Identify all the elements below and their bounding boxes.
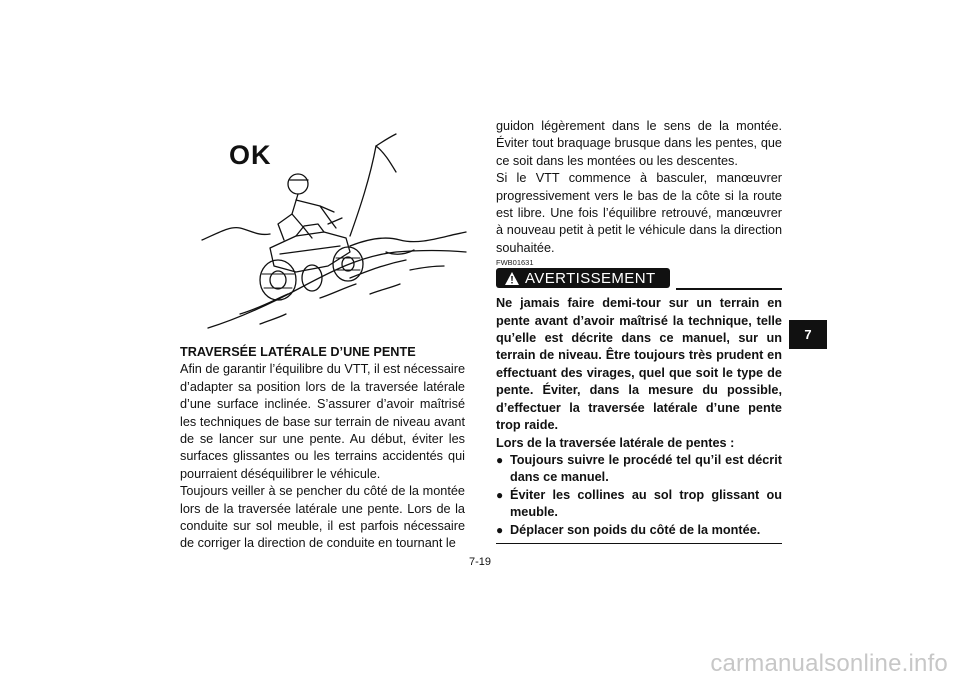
section-heading: TRAVERSÉE LATÉRALE D’UNE PENTE [180,345,416,359]
paragraph-2: Toujours veiller à se pencher du côté de la montée lors de la traversée latérale une pente. Lors de la conduite sur sol meuble, il est parfois nécessaire de corriger la direction de conduite en tournant le [180,484,465,551]
left-column [180,344,465,553]
list-item-text: Déplacer son poids du côté de la montée. [510,522,761,537]
watermark: carmanualsonline.info [710,650,948,677]
warning-code: FWB01631 [496,258,534,268]
bullet-icon: ● [496,487,504,502]
list-item-text: Toujours suivre le procédé tel qu’il est décrit dans ce manuel. [510,452,782,485]
paragraph-4: Si le VTT commence à basculer, manœuvrer progressivement vers le bas de la côte si la route est libre. Une fois l’équilibre retrouvé, manœuvrer à nouveau petit à petit le véhicule dans la direction souhaitée. [496,171,782,255]
illustration-caption: OK [229,140,272,170]
warning-end-rule [496,543,782,545]
right-column [496,118,782,544]
warning-text: Ne jamais faire demi-tour sur un terrain en pente avant d’avoir maîtrisé la technique, telle qu’elle est décrite dans ce manuel, sur un terrain de niveau. Être toujours très prudent en effectuant des virages, quel que soit le type de pente. Éviter, dans la mesure du possible, d’effectuer la traversée latérale d’une pente trop raide. [496,296,782,433]
list-item [496,487,782,522]
page-number: 7-19 [468,556,492,568]
warning-triangle-icon [504,271,520,286]
paragraph-3: guidon légèrement dans le sens de la montée. Éviter tout braquage brusque dans les pentes, que ce soit dans les montées ou les descentes. [496,119,782,168]
paragraph-1: Afin de garantir l’équilibre du VTT, il est nécessaire d’adapter sa position lors de la traversée latérale d’une surface inclinée. S’assurer d’avoir maîtrisé les techniques de base sur terrain de niveau avant de se lancer sur une pente. Au début, éviter les surfaces glissantes ou les terrains accidentés qui pourraient déséquilibrer le véhicule. [180,362,465,481]
bullet-icon: ● [496,452,504,467]
chapter-tab: 7 [789,320,827,349]
warning-header [496,268,782,290]
warning-body [496,295,782,539]
list-item [496,522,782,539]
list-item [496,452,782,487]
warning-badge [496,268,670,288]
list-item-text: Éviter les collines au sol trop glissant ou meuble. [510,487,782,520]
warning-rule [676,288,782,290]
warning-label: AVERTISSEMENT [525,269,656,287]
list-intro: Lors de la traversée latérale de pentes : [496,435,735,450]
bullet-icon: ● [496,522,504,537]
